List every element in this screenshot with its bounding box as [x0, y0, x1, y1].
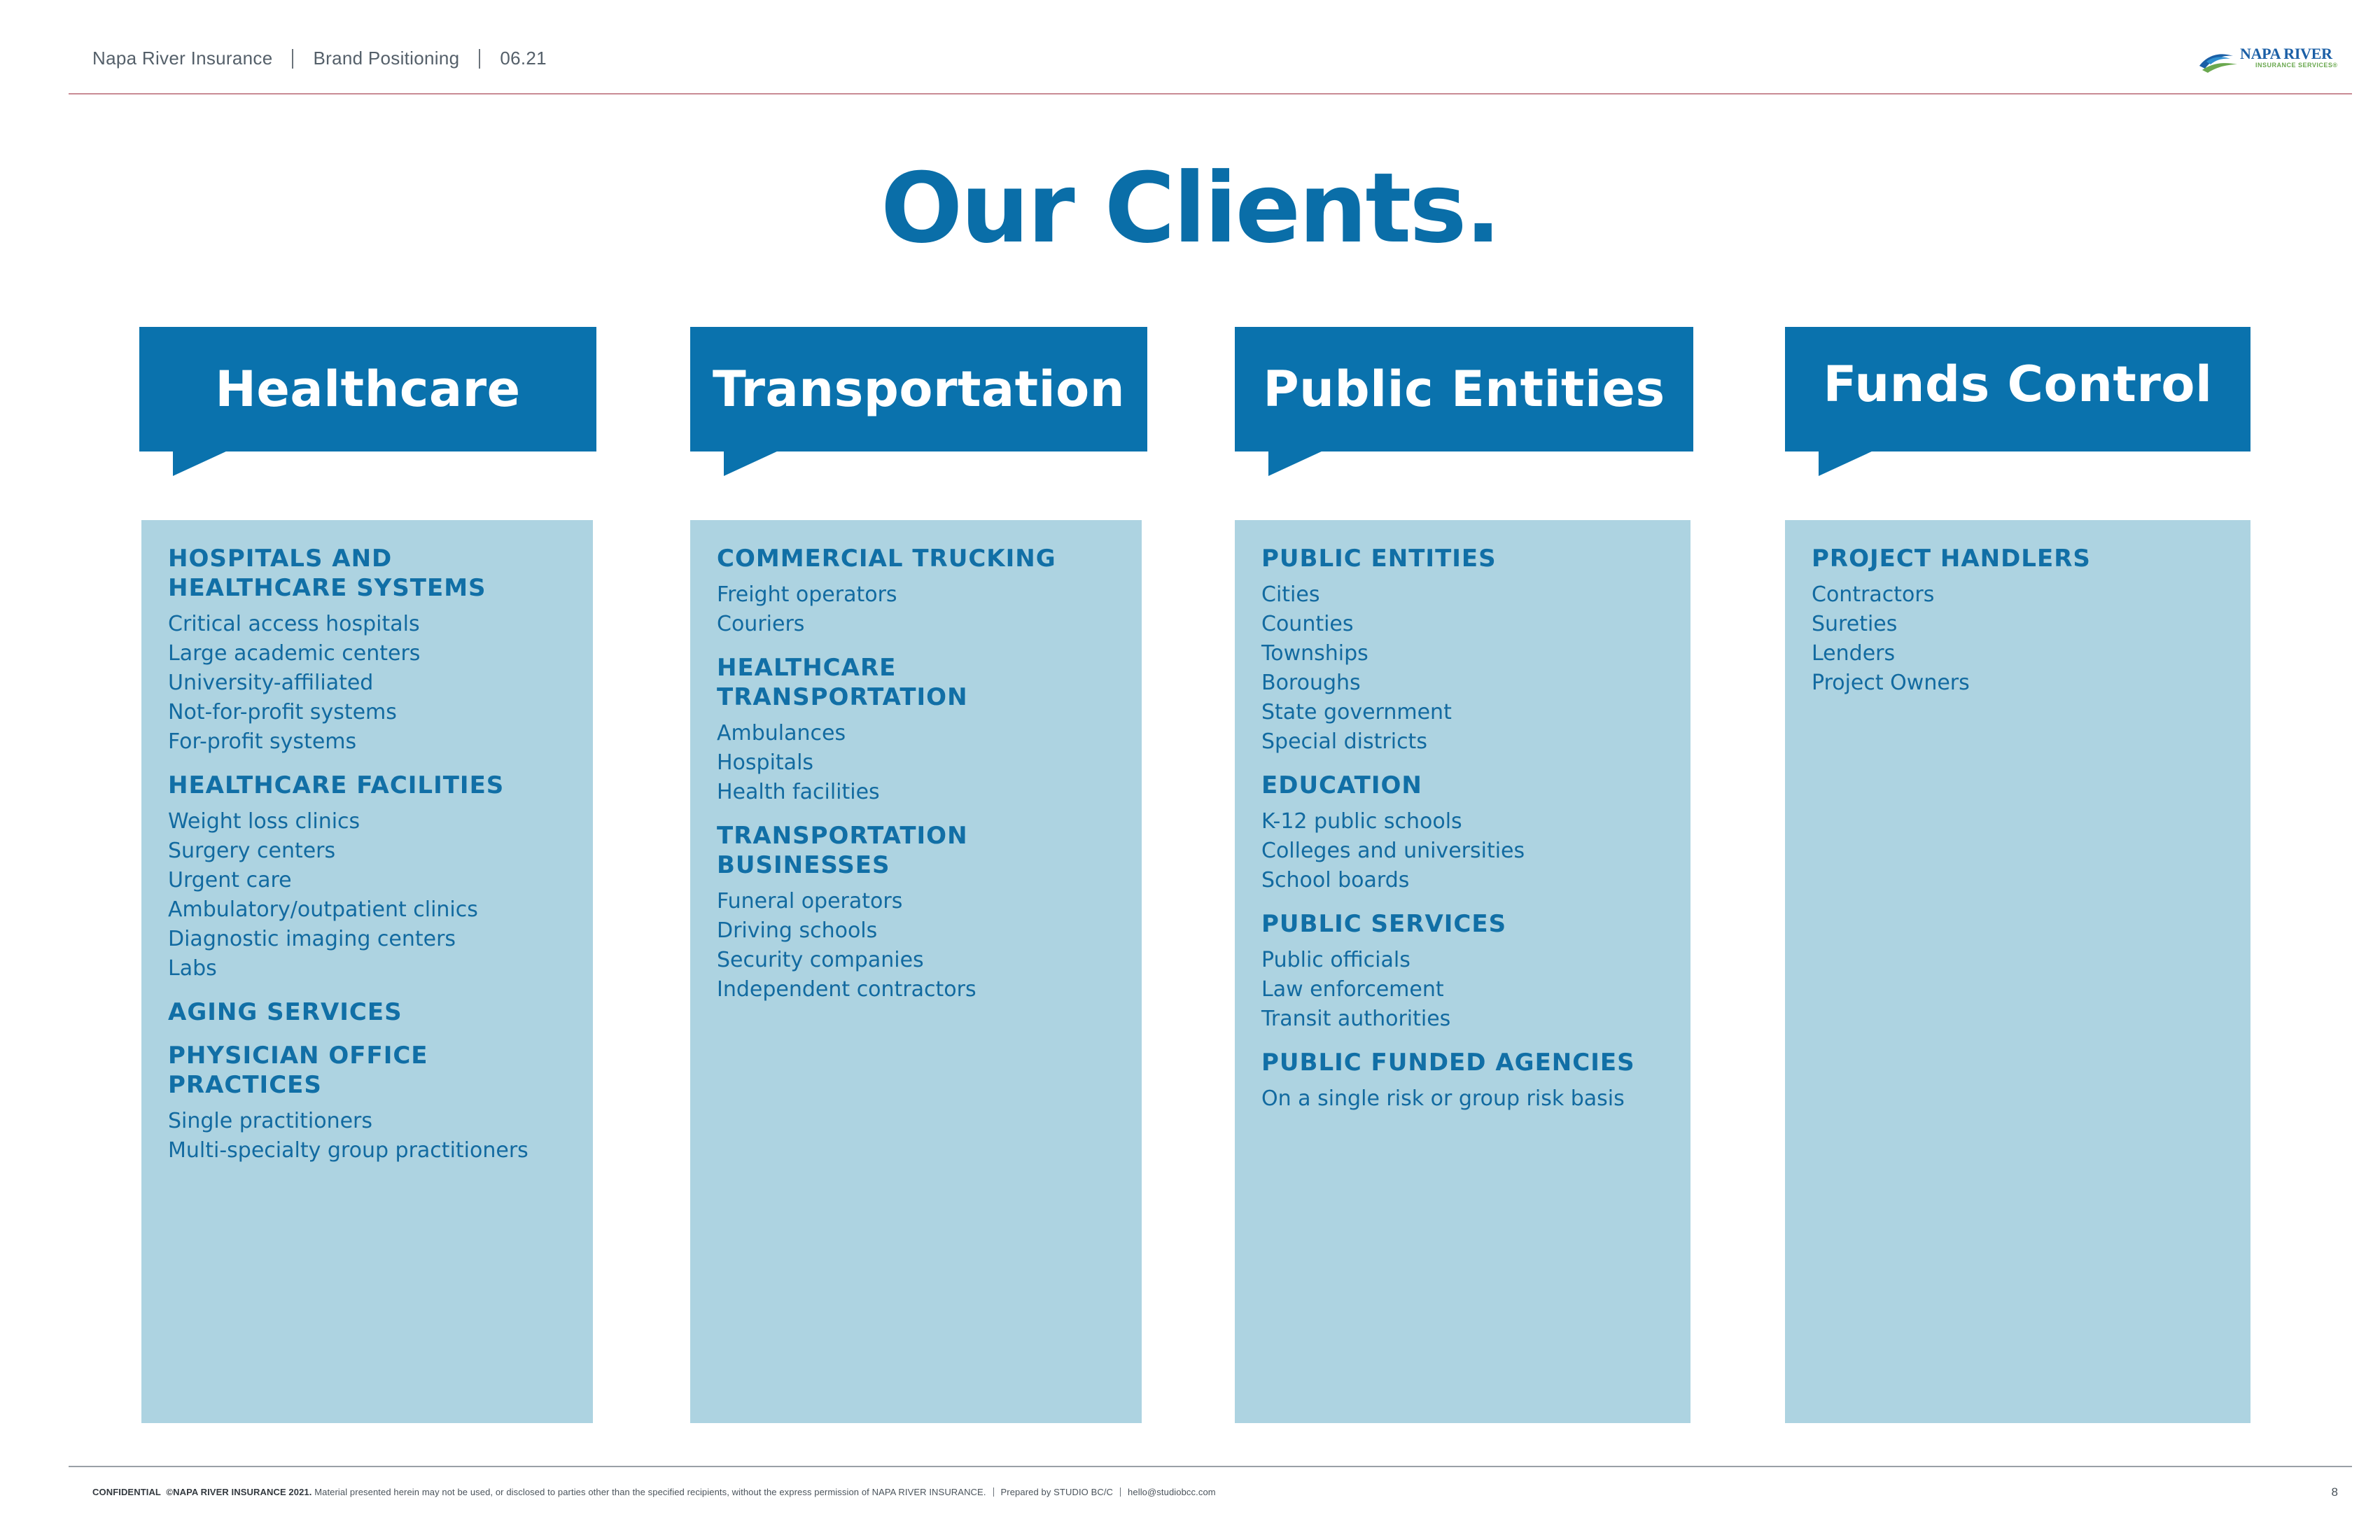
- list-item: Ambulances: [717, 721, 846, 746]
- header-divider: [292, 49, 293, 69]
- page-title: Our Clients.: [881, 152, 1499, 265]
- list-item: Labs: [168, 956, 217, 981]
- list-item: Project Owners: [1812, 671, 1970, 695]
- document-header: [92, 48, 547, 69]
- list-item: For-profit systems: [168, 729, 357, 754]
- river-swoosh-icon: [2197, 48, 2246, 76]
- banner-public-entities: [1235, 327, 1693, 451]
- banner-pointer: [1819, 451, 1873, 476]
- banner-label: Public Entities: [1263, 360, 1665, 418]
- footer-legal: [92, 1487, 1216, 1497]
- header-divider: [479, 49, 480, 69]
- list-item: Counties: [1261, 612, 1354, 636]
- banner-transportation: [690, 327, 1147, 451]
- header-rule: [69, 93, 2352, 94]
- header-date: 06.21: [500, 48, 547, 69]
- banner-healthcare: [139, 327, 596, 451]
- list-item: Couriers: [717, 612, 805, 636]
- footer-divider: [1120, 1488, 1121, 1497]
- footer-divider: [993, 1488, 994, 1497]
- section-heading: TRANSPORTATION BUSINESSES: [717, 822, 968, 879]
- section-project-handlers: [1812, 544, 2225, 698]
- header-company: Napa River Insurance: [92, 48, 273, 69]
- list-item: Lenders: [1812, 641, 1896, 666]
- section-heading: PUBLIC SERVICES: [1261, 910, 1507, 938]
- list-item: Diagnostic imaging centers: [168, 927, 456, 951]
- section-heading: EDUCATION: [1261, 771, 1422, 799]
- section-aging-services: [168, 997, 568, 1027]
- list-item: Transit authorities: [1261, 1007, 1451, 1031]
- section-heading: HEALTHCARE TRANSPORTATION: [717, 654, 968, 711]
- section-education: [1261, 771, 1665, 895]
- list-item: Colleges and universities: [1261, 839, 1525, 863]
- page-number: 8: [2331, 1485, 2338, 1499]
- list-item: Ambulatory/outpatient clinics: [168, 897, 478, 922]
- banner-label: Funds Control: [1823, 356, 2213, 413]
- logo-tagline: INSURANCE SERVICES®: [2255, 62, 2338, 69]
- section-public-services: [1261, 909, 1665, 1034]
- footer-copyright: ©NAPA RIVER INSURANCE 2021.: [166, 1487, 312, 1497]
- banner-pointer: [724, 451, 778, 476]
- section-healthcare-facilities: [168, 771, 568, 983]
- list-item: Security companies: [717, 948, 924, 972]
- footer-confidential: CONFIDENTIAL: [92, 1487, 161, 1497]
- banner-pointer: [173, 451, 227, 476]
- column-transportation: [690, 520, 1142, 1423]
- list-item: State government: [1261, 700, 1452, 724]
- list-item: Cities: [1261, 582, 1320, 607]
- column-public-entities: [1235, 520, 1690, 1423]
- list-item: Special districts: [1261, 729, 1427, 754]
- column-healthcare: [141, 520, 593, 1423]
- list-item: Sureties: [1812, 612, 1898, 636]
- header-document: Brand Positioning: [313, 48, 460, 69]
- section-heading: PHYSICIAN OFFICE PRACTICES: [168, 1042, 428, 1099]
- section-physician-office-practices: [168, 1041, 568, 1166]
- banner-label: Healthcare: [215, 360, 521, 418]
- section-transportation-businesses: [717, 821, 1116, 1004]
- list-item: Single practitioners: [168, 1109, 373, 1133]
- footer-email[interactable]: hello@studiobcc.com: [1128, 1487, 1216, 1497]
- banner-pointer: [1268, 451, 1323, 476]
- section-heading: AGING SERVICES: [168, 998, 402, 1026]
- section-healthcare-transportation: [717, 653, 1116, 807]
- list-item: Boroughs: [1261, 671, 1361, 695]
- list-item: Hospitals: [717, 750, 814, 775]
- list-item: Surgery centers: [168, 839, 336, 863]
- section-commercial-trucking: [717, 544, 1116, 639]
- section-heading: HEALTHCARE FACILITIES: [168, 771, 505, 799]
- list-item: University-affiliated: [168, 671, 374, 695]
- footer-notice: Material presented herein may not be used, or disclosed to parties other than the specified recipients, without the express permission of NAPA RIVER INSURANCE.: [314, 1487, 986, 1497]
- list-item: Independent contractors: [717, 977, 976, 1002]
- footer-rule: [69, 1466, 2352, 1467]
- list-item: Driving schools: [717, 918, 878, 943]
- section-heading: COMMERCIAL TRUCKING: [717, 545, 1056, 573]
- list-item: Health facilities: [717, 780, 880, 804]
- list-item: Contractors: [1812, 582, 1935, 607]
- list-item: Public officials: [1261, 948, 1410, 972]
- section-heading: PROJECT HANDLERS: [1812, 545, 2091, 573]
- section-public-entities: [1261, 544, 1665, 757]
- section-heading: PUBLIC FUNDED AGENCIES: [1261, 1049, 1635, 1077]
- section-public-funded-agencies: [1261, 1048, 1665, 1114]
- list-item: Funeral operators: [717, 889, 903, 913]
- section-heading: HOSPITALS AND HEALTHCARE SYSTEMS: [168, 545, 486, 602]
- list-item: Weight loss clinics: [168, 809, 360, 834]
- footer-prepared-by: Prepared by STUDIO BC/C: [1000, 1487, 1114, 1497]
- list-item: Freight operators: [717, 582, 897, 607]
- list-item: Critical access hospitals: [168, 612, 420, 636]
- section-hospitals: [168, 544, 568, 757]
- list-item: Urgent care: [168, 868, 292, 892]
- list-item: Large academic centers: [168, 641, 421, 666]
- banner-label: Transportation: [712, 360, 1126, 418]
- list-item: Multi-specialty group practitioners: [168, 1138, 528, 1163]
- section-heading: PUBLIC ENTITIES: [1261, 545, 1497, 573]
- list-item: Not-for-profit systems: [168, 700, 397, 724]
- banner-funds-control: [1785, 327, 2250, 451]
- list-item: Townships: [1261, 641, 1368, 666]
- list-item: K-12 public schools: [1261, 809, 1462, 834]
- column-funds-control: [1785, 520, 2250, 1423]
- list-item: Law enforcement: [1261, 977, 1444, 1002]
- logo-wordmark: NAPA RIVER: [2240, 45, 2332, 62]
- list-item: On a single risk or group risk basis: [1261, 1086, 1625, 1111]
- list-item: School boards: [1261, 868, 1410, 892]
- napa-river-logo: [2197, 43, 2351, 78]
